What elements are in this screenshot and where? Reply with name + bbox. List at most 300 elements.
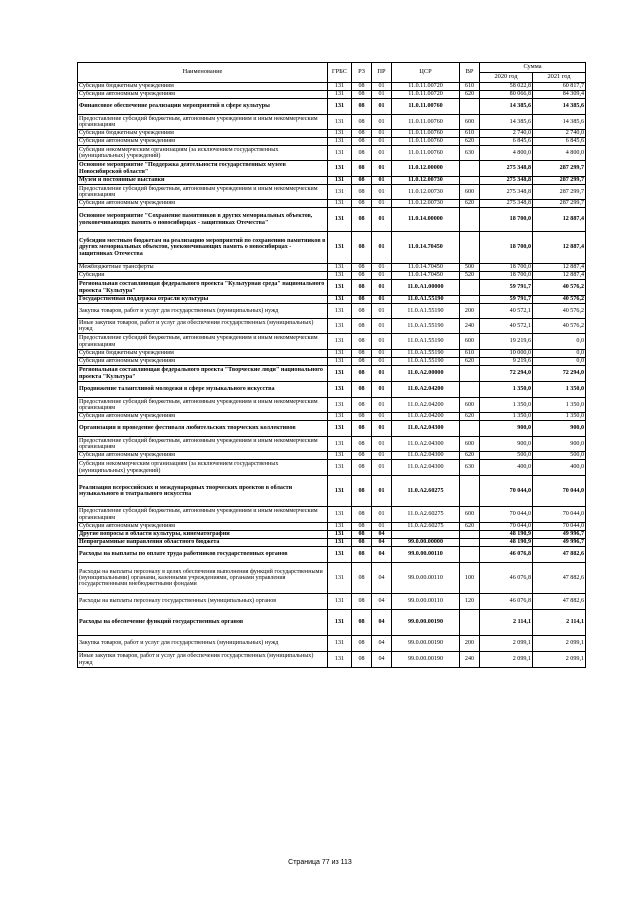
cell-rz: 08 xyxy=(352,452,372,460)
page-number: Страница 77 из 113 xyxy=(288,859,352,866)
cell-pr: 01 xyxy=(372,264,392,272)
cell-grbs: 131 xyxy=(328,264,352,272)
table-row xyxy=(78,610,586,636)
cell-pr: 01 xyxy=(372,177,392,185)
cell-pr: 04 xyxy=(372,610,392,636)
cell-vr xyxy=(460,610,480,636)
cell-rz: 08 xyxy=(352,547,372,563)
cell-rz: 08 xyxy=(352,91,372,99)
cell-name: Субсидии автономным учреждениям xyxy=(78,452,328,460)
header-pr: ПР xyxy=(372,63,392,83)
cell-v2021: 47 882,6 xyxy=(533,547,586,563)
cell-v2021: 1 350,0 xyxy=(533,382,586,398)
cell-name: Финансовое обеспечение реализации мероприятий в сфере культуры xyxy=(78,99,328,115)
cell-v2020: 72 294,0 xyxy=(480,366,533,382)
table-row xyxy=(78,130,586,138)
cell-csr: 11.0.A2.04200 xyxy=(392,413,460,421)
table-row xyxy=(78,358,586,366)
cell-v2020: 10 000,0 xyxy=(480,350,533,358)
table-row xyxy=(78,452,586,460)
cell-vr: 620 xyxy=(460,413,480,421)
cell-name: Региональная составляющая федерального проекта "Творческие люди" национального проекта "Культура" xyxy=(78,366,328,382)
cell-csr: 11.0.12.00730 xyxy=(392,177,460,185)
cell-v2021: 49 996,7 xyxy=(533,539,586,547)
cell-pr: 01 xyxy=(372,83,392,91)
cell-csr: 11.0.11.00760 xyxy=(392,99,460,115)
table-row xyxy=(78,636,586,652)
cell-csr: 99.0.00.00190 xyxy=(392,652,460,668)
table-row xyxy=(78,200,586,208)
cell-rz: 08 xyxy=(352,382,372,398)
cell-vr: 200 xyxy=(460,304,480,319)
cell-v2020: 500,0 xyxy=(480,452,533,460)
cell-grbs: 131 xyxy=(328,272,352,280)
table-row xyxy=(78,437,586,452)
cell-pr: 01 xyxy=(372,296,392,304)
table-row xyxy=(78,539,586,547)
cell-csr: 11.0.A2.00000 xyxy=(392,366,460,382)
cell-v2021: 0,0 xyxy=(533,334,586,350)
cell-grbs: 131 xyxy=(328,476,352,507)
cell-vr: 600 xyxy=(460,334,480,350)
cell-csr: 11.0.12.00730 xyxy=(392,185,460,200)
cell-v2021: 2 114,1 xyxy=(533,610,586,636)
cell-csr: 11.0.11.00760 xyxy=(392,115,460,130)
cell-pr: 01 xyxy=(372,334,392,350)
cell-vr: 600 xyxy=(460,398,480,413)
cell-grbs: 131 xyxy=(328,177,352,185)
cell-v2021: 287 299,7 xyxy=(533,177,586,185)
cell-v2021: 70 044,0 xyxy=(533,476,586,507)
cell-vr: 610 xyxy=(460,350,480,358)
table-row xyxy=(78,547,586,563)
cell-pr: 01 xyxy=(372,476,392,507)
cell-v2021: 72 294,0 xyxy=(533,366,586,382)
table-row xyxy=(78,382,586,398)
cell-grbs: 131 xyxy=(328,652,352,668)
cell-pr: 01 xyxy=(372,272,392,280)
cell-v2021: 70 044,0 xyxy=(533,523,586,531)
cell-csr xyxy=(392,531,460,539)
cell-v2021: 84 309,4 xyxy=(533,91,586,99)
cell-grbs: 131 xyxy=(328,91,352,99)
cell-v2021: 287 299,7 xyxy=(533,161,586,177)
cell-vr xyxy=(460,296,480,304)
cell-rz: 08 xyxy=(352,264,372,272)
cell-v2020: 1 350,0 xyxy=(480,398,533,413)
cell-v2020: 70 044,0 xyxy=(480,476,533,507)
cell-name: Продвижение талантливой молодежи в сфере музыкального искусства xyxy=(78,382,328,398)
cell-pr: 01 xyxy=(372,200,392,208)
cell-csr: 11.0.14.70450 xyxy=(392,264,460,272)
cell-rz: 08 xyxy=(352,177,372,185)
cell-v2020: 46 076,8 xyxy=(480,594,533,610)
cell-rz: 08 xyxy=(352,366,372,382)
cell-name: Расходы на обеспечение функций государственных органов xyxy=(78,610,328,636)
cell-v2021: 2 099,1 xyxy=(533,636,586,652)
cell-name: Субсидии некоммерческим организациям (за исключением государственных (муниципальных) учреждений) xyxy=(78,146,328,161)
cell-name: Предоставление субсидий бюджетным, автономным учреждениям и иным некоммерческим организациям xyxy=(78,398,328,413)
cell-v2021: 12 887,4 xyxy=(533,232,586,264)
cell-v2020: 6 845,6 xyxy=(480,138,533,146)
cell-v2021: 40 576,2 xyxy=(533,304,586,319)
table-row xyxy=(78,161,586,177)
cell-vr: 630 xyxy=(460,460,480,476)
cell-v2021: 49 996,7 xyxy=(533,531,586,539)
cell-vr xyxy=(460,208,480,232)
cell-v2020: 59 791,7 xyxy=(480,296,533,304)
cell-name: Расходы на выплаты по оплате труда работников государственных органов xyxy=(78,547,328,563)
cell-pr: 01 xyxy=(372,208,392,232)
cell-v2020: 9 219,6 xyxy=(480,358,533,366)
table-row xyxy=(78,531,586,539)
cell-vr xyxy=(460,539,480,547)
cell-grbs: 131 xyxy=(328,304,352,319)
cell-vr: 240 xyxy=(460,319,480,334)
table-row xyxy=(78,264,586,272)
cell-pr: 01 xyxy=(372,232,392,264)
cell-rz: 08 xyxy=(352,319,372,334)
cell-grbs: 131 xyxy=(328,185,352,200)
cell-pr: 01 xyxy=(372,319,392,334)
cell-pr: 01 xyxy=(372,358,392,366)
cell-name: Субсидии автономным учреждениям xyxy=(78,138,328,146)
cell-name: Иные закупки товаров, работ и услуг для обеспечения государственных (муниципальных) нужд xyxy=(78,319,328,334)
cell-v2020: 2 740,0 xyxy=(480,130,533,138)
table-row xyxy=(78,476,586,507)
cell-pr: 04 xyxy=(372,594,392,610)
cell-grbs: 131 xyxy=(328,460,352,476)
cell-grbs: 131 xyxy=(328,334,352,350)
cell-grbs: 131 xyxy=(328,523,352,531)
cell-name: Иные закупки товаров, работ и услуг для обеспечения государственных (муниципальных) нужд xyxy=(78,652,328,668)
cell-grbs: 131 xyxy=(328,146,352,161)
cell-vr xyxy=(460,280,480,296)
cell-pr: 01 xyxy=(372,366,392,382)
cell-v2021: 14 385,6 xyxy=(533,99,586,115)
cell-v2021: 1 350,0 xyxy=(533,398,586,413)
cell-grbs: 131 xyxy=(328,350,352,358)
header-name: Наименование xyxy=(78,63,328,83)
cell-pr: 04 xyxy=(372,563,392,594)
cell-vr xyxy=(460,547,480,563)
cell-v2021: 6 845,6 xyxy=(533,138,586,146)
budget-table xyxy=(77,62,586,668)
cell-v2020: 900,0 xyxy=(480,421,533,437)
cell-v2020: 275 348,8 xyxy=(480,161,533,177)
cell-name: Расходы на выплаты персоналу государственных (муниципальных) органов xyxy=(78,594,328,610)
cell-vr xyxy=(460,421,480,437)
cell-name: Субсидии автономным учреждениям xyxy=(78,523,328,531)
cell-v2020: 1 350,0 xyxy=(480,413,533,421)
header-grbs: ГРБС xyxy=(328,63,352,83)
cell-name: Предоставление субсидий бюджетным, автономным учреждениям и иным некоммерческим организациям xyxy=(78,507,328,523)
table-row xyxy=(78,319,586,334)
cell-v2021: 4 800,0 xyxy=(533,146,586,161)
cell-v2020: 58 022,8 xyxy=(480,83,533,91)
cell-rz: 08 xyxy=(352,507,372,523)
cell-pr: 01 xyxy=(372,398,392,413)
cell-vr: 600 xyxy=(460,507,480,523)
cell-rz: 08 xyxy=(352,421,372,437)
cell-name: Субсидии автономным учреждениям xyxy=(78,413,328,421)
table-row xyxy=(78,652,586,668)
cell-v2020: 14 385,6 xyxy=(480,99,533,115)
cell-rz: 08 xyxy=(352,413,372,421)
cell-pr: 01 xyxy=(372,421,392,437)
cell-grbs: 131 xyxy=(328,83,352,91)
table-row xyxy=(78,421,586,437)
cell-grbs: 131 xyxy=(328,138,352,146)
cell-grbs: 131 xyxy=(328,507,352,523)
table-row xyxy=(78,146,586,161)
cell-pr: 01 xyxy=(372,523,392,531)
cell-vr xyxy=(460,366,480,382)
cell-rz: 08 xyxy=(352,334,372,350)
cell-pr: 01 xyxy=(372,185,392,200)
cell-rz: 08 xyxy=(352,130,372,138)
cell-grbs: 131 xyxy=(328,208,352,232)
table-row xyxy=(78,350,586,358)
table-body xyxy=(78,83,586,668)
cell-v2020: 4 800,0 xyxy=(480,146,533,161)
cell-v2020: 48 190,9 xyxy=(480,531,533,539)
cell-csr: 11.0.A2.04300 xyxy=(392,452,460,460)
cell-rz: 08 xyxy=(352,185,372,200)
cell-v2021: 0,0 xyxy=(533,350,586,358)
table-row xyxy=(78,366,586,382)
cell-grbs: 131 xyxy=(328,280,352,296)
cell-v2020: 80 066,8 xyxy=(480,91,533,99)
cell-csr: 11.0.11.00760 xyxy=(392,138,460,146)
cell-grbs: 131 xyxy=(328,161,352,177)
cell-rz: 08 xyxy=(352,636,372,652)
cell-vr: 610 xyxy=(460,130,480,138)
cell-rz: 08 xyxy=(352,280,372,296)
table-row xyxy=(78,115,586,130)
cell-vr: 630 xyxy=(460,146,480,161)
cell-rz: 08 xyxy=(352,594,372,610)
cell-v2020: 275 348,8 xyxy=(480,185,533,200)
cell-v2021: 47 882,6 xyxy=(533,563,586,594)
cell-rz: 08 xyxy=(352,652,372,668)
cell-v2021: 70 044,0 xyxy=(533,507,586,523)
cell-vr: 600 xyxy=(460,115,480,130)
table-row xyxy=(78,398,586,413)
cell-v2020: 59 791,7 xyxy=(480,280,533,296)
cell-pr: 01 xyxy=(372,460,392,476)
cell-csr: 11.0.A1.55190 xyxy=(392,304,460,319)
cell-grbs: 131 xyxy=(328,594,352,610)
cell-csr: 11.0.A2.04300 xyxy=(392,437,460,452)
cell-name: Закупка товаров, работ и услуг для государственных (муниципальных) нужд xyxy=(78,304,328,319)
cell-name: Предоставление субсидий бюджетным, автономным учреждениям и иным некоммерческим организациям xyxy=(78,115,328,130)
cell-vr: 620 xyxy=(460,138,480,146)
cell-v2020: 900,0 xyxy=(480,437,533,452)
table-row xyxy=(78,185,586,200)
cell-v2021: 40 576,2 xyxy=(533,319,586,334)
cell-v2020: 46 076,8 xyxy=(480,547,533,563)
cell-v2021: 40 576,2 xyxy=(533,296,586,304)
cell-csr: 11.0.14.70450 xyxy=(392,272,460,280)
cell-grbs: 131 xyxy=(328,366,352,382)
cell-grbs: 131 xyxy=(328,547,352,563)
table-row xyxy=(78,138,586,146)
cell-csr: 11.0.11.00720 xyxy=(392,91,460,99)
cell-v2021: 12 887,4 xyxy=(533,272,586,280)
cell-vr: 600 xyxy=(460,437,480,452)
cell-csr: 11.0.A2.04300 xyxy=(392,421,460,437)
cell-name: Субсидии бюджетным учреждениям xyxy=(78,350,328,358)
cell-vr: 620 xyxy=(460,91,480,99)
header-sum: Сумма xyxy=(480,63,586,73)
cell-grbs: 131 xyxy=(328,452,352,460)
cell-pr: 01 xyxy=(372,115,392,130)
cell-csr: 11.0.A1.55190 xyxy=(392,350,460,358)
cell-rz: 08 xyxy=(352,460,372,476)
cell-name: Субсидии автономным учреждениям xyxy=(78,358,328,366)
cell-csr: 11.0.A2.04200 xyxy=(392,382,460,398)
cell-grbs: 131 xyxy=(328,232,352,264)
cell-csr: 11.0.12.00000 xyxy=(392,161,460,177)
cell-v2020: 19 219,6 xyxy=(480,334,533,350)
cell-csr: 11.0.12.00730 xyxy=(392,200,460,208)
cell-name: Субсидии xyxy=(78,272,328,280)
cell-grbs: 131 xyxy=(328,531,352,539)
cell-v2020: 70 044,0 xyxy=(480,523,533,531)
cell-csr: 11.0.A2.04200 xyxy=(392,398,460,413)
cell-rz: 08 xyxy=(352,146,372,161)
cell-vr xyxy=(460,382,480,398)
table-row xyxy=(78,177,586,185)
table-row xyxy=(78,413,586,421)
cell-name: Основное мероприятие "Поддержка деятельности государственных музеев Новосибирской области" xyxy=(78,161,328,177)
cell-vr xyxy=(460,99,480,115)
cell-grbs: 131 xyxy=(328,130,352,138)
cell-csr: 11.0.A1.55190 xyxy=(392,319,460,334)
cell-v2020: 18 700,0 xyxy=(480,264,533,272)
cell-name: Реализация всероссийских и международных творческих проектов в области музыкального и театрального искусства xyxy=(78,476,328,507)
cell-v2021: 1 350,0 xyxy=(533,413,586,421)
cell-name: Региональная составляющая федерального проекта "Культурная среда" национального проекта "Культура" xyxy=(78,280,328,296)
cell-name: Субсидии автономным учреждениям xyxy=(78,91,328,99)
cell-v2021: 40 576,2 xyxy=(533,280,586,296)
cell-csr: 11.0.A2.60275 xyxy=(392,476,460,507)
cell-pr: 04 xyxy=(372,636,392,652)
cell-name: Музеи и постоянные выставки xyxy=(78,177,328,185)
cell-csr: 99.0.00.00190 xyxy=(392,610,460,636)
cell-vr xyxy=(460,232,480,264)
cell-rz: 08 xyxy=(352,272,372,280)
cell-csr: 99.0.00.00000 xyxy=(392,539,460,547)
cell-name: Другие вопросы в области культуры, кинематографии xyxy=(78,531,328,539)
cell-name: Государственная поддержка отрасли культуры xyxy=(78,296,328,304)
cell-vr: 600 xyxy=(460,185,480,200)
cell-v2020: 48 190,9 xyxy=(480,539,533,547)
cell-v2020: 40 572,1 xyxy=(480,319,533,334)
cell-v2021: 500,0 xyxy=(533,452,586,460)
table-row xyxy=(78,83,586,91)
cell-vr: 500 xyxy=(460,264,480,272)
cell-rz: 08 xyxy=(352,99,372,115)
cell-rz: 08 xyxy=(352,523,372,531)
cell-pr: 01 xyxy=(372,452,392,460)
cell-grbs: 131 xyxy=(328,398,352,413)
header-vr: ВР xyxy=(460,63,480,83)
cell-rz: 08 xyxy=(352,232,372,264)
cell-name: Организация и проведение фестиваля любительских творческих коллективов xyxy=(78,421,328,437)
cell-vr: 520 xyxy=(460,272,480,280)
cell-v2020: 18 700,0 xyxy=(480,272,533,280)
table-row xyxy=(78,563,586,594)
cell-pr: 01 xyxy=(372,99,392,115)
cell-v2020: 46 076,8 xyxy=(480,563,533,594)
cell-v2021: 900,0 xyxy=(533,437,586,452)
cell-vr: 240 xyxy=(460,652,480,668)
cell-v2021: 900,0 xyxy=(533,421,586,437)
cell-name: Субсидии автономным учреждениям xyxy=(78,200,328,208)
cell-pr: 04 xyxy=(372,547,392,563)
cell-pr: 01 xyxy=(372,161,392,177)
table-row xyxy=(78,304,586,319)
cell-v2021: 287 299,7 xyxy=(533,185,586,200)
cell-csr: 11.0.A2.60275 xyxy=(392,523,460,531)
cell-rz: 08 xyxy=(352,358,372,366)
cell-csr: 11.0.A2.60275 xyxy=(392,507,460,523)
cell-name: Закупка товаров, работ и услуг для государственных (муниципальных) нужд xyxy=(78,636,328,652)
cell-name: Субсидии местным бюджетам на реализацию мероприятий по сохранению памятников в других мемориальных объектов, увековечивающих память о новосибирцах - защитниках Отечества xyxy=(78,232,328,264)
cell-rz: 08 xyxy=(352,539,372,547)
cell-pr: 01 xyxy=(372,350,392,358)
cell-rz: 08 xyxy=(352,610,372,636)
table-row xyxy=(78,594,586,610)
header-csr: ЦСР xyxy=(392,63,460,83)
cell-rz: 08 xyxy=(352,83,372,91)
cell-name: Предоставление субсидий бюджетным, автономным учреждениям и иным некоммерческим организациям xyxy=(78,185,328,200)
cell-pr: 04 xyxy=(372,652,392,668)
cell-name: Субсидии бюджетным учреждениям xyxy=(78,83,328,91)
cell-v2020: 1 350,0 xyxy=(480,382,533,398)
table-row xyxy=(78,507,586,523)
table-row xyxy=(78,232,586,264)
cell-vr xyxy=(460,177,480,185)
cell-csr: 99.0.00.00110 xyxy=(392,594,460,610)
header-rz: РЗ xyxy=(352,63,372,83)
cell-grbs: 131 xyxy=(328,413,352,421)
cell-v2020: 2 114,1 xyxy=(480,610,533,636)
cell-name: Предоставление субсидий бюджетным, автономным учреждениям и иным некоммерческим организациям xyxy=(78,437,328,452)
cell-rz: 08 xyxy=(352,476,372,507)
cell-grbs: 131 xyxy=(328,115,352,130)
cell-v2020: 40 572,1 xyxy=(480,304,533,319)
table-row xyxy=(78,460,586,476)
cell-grbs: 131 xyxy=(328,610,352,636)
cell-v2020: 2 099,1 xyxy=(480,652,533,668)
cell-pr: 01 xyxy=(372,304,392,319)
cell-csr: 11.0.A1.55190 xyxy=(392,296,460,304)
table-row xyxy=(78,208,586,232)
table-row xyxy=(78,296,586,304)
cell-grbs: 131 xyxy=(328,319,352,334)
cell-v2021: 2 099,1 xyxy=(533,652,586,668)
cell-rz: 08 xyxy=(352,398,372,413)
cell-rz: 08 xyxy=(352,531,372,539)
table-row xyxy=(78,523,586,531)
cell-rz: 08 xyxy=(352,304,372,319)
cell-csr: 11.0.14.00000 xyxy=(392,208,460,232)
cell-pr: 01 xyxy=(372,91,392,99)
cell-v2021: 47 882,6 xyxy=(533,594,586,610)
